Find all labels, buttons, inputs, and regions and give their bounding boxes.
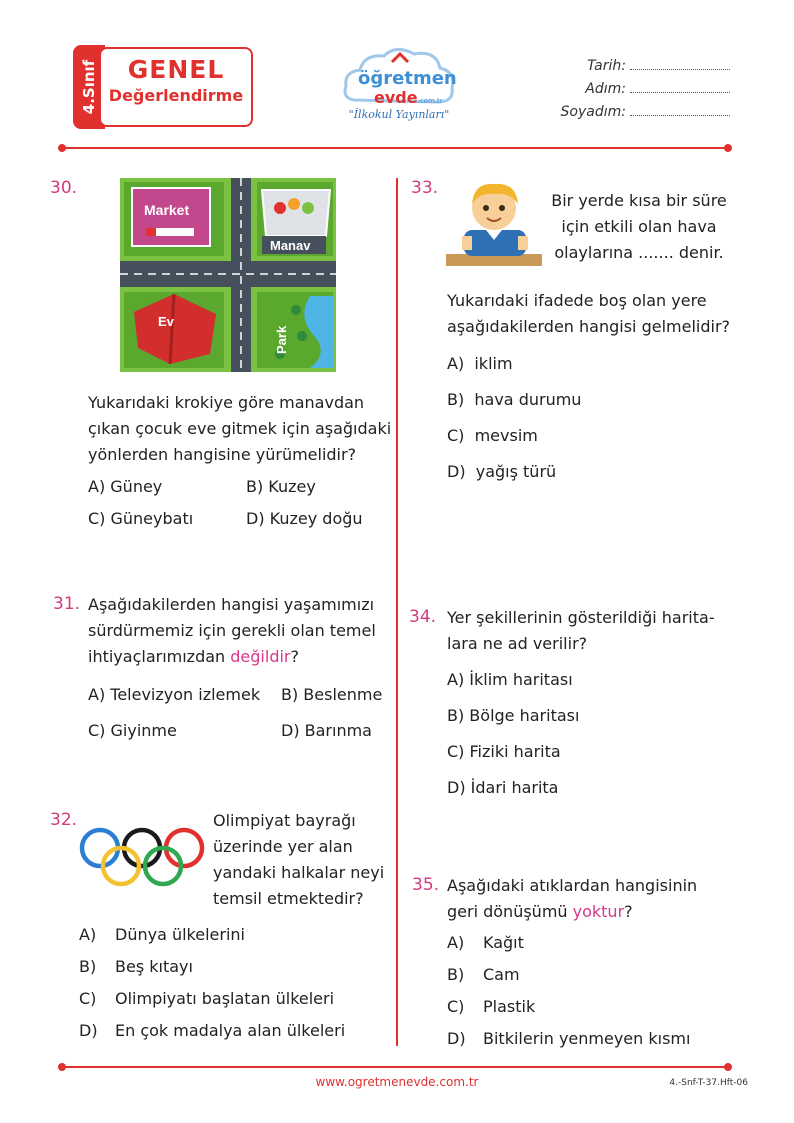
q35-line2-text: geri dönüşümü <box>447 902 573 921</box>
q30-map-illustration <box>120 178 336 372</box>
surname-field[interactable] <box>630 104 730 116</box>
name-row <box>520 81 730 104</box>
q31-option-b[interactable]: B) Beslenme <box>281 685 383 704</box>
q35-line <box>447 899 697 925</box>
q33-bubble-line: Bir yerde kısa bir süre <box>551 191 727 210</box>
q35-option-letter: D) <box>447 1029 466 1048</box>
q32-line: yandaki halkalar neyi <box>213 863 385 882</box>
q32-line: üzerinde yer alan <box>213 837 353 856</box>
page-subtitle: Değerlendirme <box>108 86 244 105</box>
q35-line2-end: ? <box>624 902 633 921</box>
name-field[interactable] <box>630 81 730 93</box>
q35-line: Aşağıdaki atıklardan hangisinin <box>447 876 698 895</box>
logo-word-ogretmen: öğretmen <box>358 68 457 89</box>
logo-word-evde <box>374 88 443 107</box>
q30-line: çıkan çocuk eve gitmek için aşağıdaki <box>88 419 392 438</box>
q33-text <box>447 288 730 340</box>
q32-option-b[interactable] <box>79 957 193 976</box>
q34-option-d[interactable]: D) İdari harita <box>447 778 559 797</box>
q32-text <box>213 808 384 912</box>
student-info <box>520 58 730 127</box>
q33-line: aşağıdakilerden hangisi gelmelidir? <box>447 317 731 336</box>
q32-option-text: Dünya ülkelerini <box>115 925 245 944</box>
q31-line: sürdürmemiz için gerekli olan temel <box>88 621 376 640</box>
footer-divider <box>62 1066 728 1068</box>
q31-option-c[interactable]: C) Giyinme <box>88 721 177 740</box>
q32-line: Olimpiyat bayrağı <box>213 811 356 830</box>
student-at-desk-illustration <box>444 178 544 270</box>
q33-number: 33. <box>411 178 439 198</box>
q32-option-d[interactable] <box>79 1021 345 1040</box>
q33-option-c[interactable]: C) mevsim <box>447 426 538 445</box>
q32-option-letter: C) <box>79 989 97 1008</box>
q32-line: temsil etmektedir? <box>213 889 364 908</box>
q30-option-d[interactable]: D) Kuzey doğu <box>246 509 363 528</box>
map-label-manav: Manav <box>270 238 311 253</box>
footer-code: 4.-Snf-T-37.Hft-06 <box>669 1078 748 1088</box>
page-title: GENEL <box>127 55 225 84</box>
logo-domain: .com.tr <box>417 97 443 105</box>
map-label-market: Market <box>144 202 190 218</box>
date-field[interactable] <box>630 58 730 70</box>
q34-text <box>447 605 715 657</box>
logo-tagline: "İlkokul Yayınları" <box>348 108 450 121</box>
q35-number: 35. <box>412 875 440 895</box>
q32-option-letter: B) <box>79 957 97 976</box>
q31-highlight: değildir <box>230 647 291 666</box>
footer-url-link[interactable]: www.ogretmenevde.com.tr <box>315 1075 479 1089</box>
q35-option-letter: B) <box>447 965 465 984</box>
q35-text <box>447 873 697 925</box>
q33-bubble <box>548 188 730 266</box>
date-label: Tarih: <box>587 58 626 74</box>
q34-line: lara ne ad verilir? <box>447 634 588 653</box>
q35-option-b[interactable] <box>447 965 520 984</box>
q31-text <box>88 592 376 670</box>
logo-evde-text: evde <box>374 88 418 107</box>
q35-highlight: yoktur <box>572 902 625 921</box>
q33-option-b[interactable]: B) hava durumu <box>447 390 582 409</box>
q31-line3-end: ? <box>290 647 299 666</box>
column-divider <box>396 178 398 1046</box>
q35-option-letter: C) <box>447 997 465 1016</box>
title-badge <box>73 45 253 129</box>
q31-option-a[interactable]: A) Televizyon izlemek <box>88 685 261 704</box>
header-divider <box>62 147 728 149</box>
q32-option-c[interactable] <box>79 989 334 1008</box>
q35-option-text: Plastik <box>483 997 536 1016</box>
q30-text <box>88 390 391 468</box>
q32-option-a[interactable] <box>79 925 245 944</box>
olympic-rings-icon <box>78 826 208 888</box>
q34-line: Yer şekillerinin gösterildiği harita- <box>447 608 715 627</box>
q35-option-letter: A) <box>447 933 465 952</box>
q34-number: 34. <box>409 607 437 627</box>
q34-option-a[interactable]: A) İklim haritası <box>447 670 573 689</box>
q34-option-c[interactable]: C) Fiziki harita <box>447 742 561 761</box>
manav-stall <box>262 190 330 236</box>
map-label-park: Park <box>274 325 289 354</box>
surname-row <box>520 104 730 127</box>
q33-bubble-line: olaylarına ....... denir. <box>554 243 724 262</box>
name-label: Adım: <box>585 81 626 97</box>
q30-line: Yukarıdaki krokiye göre manavdan <box>88 393 365 412</box>
date-row <box>520 58 730 81</box>
q35-option-d[interactable] <box>447 1029 690 1048</box>
q30-number: 30. <box>50 178 78 198</box>
map-label-ev: Ev <box>158 314 174 329</box>
q33-bubble-line: için etkili olan hava <box>561 217 717 236</box>
q31-line <box>88 644 376 670</box>
q32-number: 32. <box>50 810 78 830</box>
q33-line: Yukarıdaki ifadede boş olan yere <box>447 291 707 310</box>
q32-option-text: Olimpiyatı başlatan ülkeleri <box>115 989 335 1008</box>
q30-option-a[interactable]: A) Güney <box>88 477 163 496</box>
q30-line: yönlerden hangisine yürümelidir? <box>88 445 357 464</box>
q31-number: 31. <box>53 594 81 614</box>
q35-option-c[interactable] <box>447 997 535 1016</box>
q35-option-text: Cam <box>483 965 520 984</box>
q30-option-b[interactable]: B) Kuzey <box>246 477 316 496</box>
q31-line3-text: ihtiyaçlarımızdan <box>88 647 231 666</box>
q31-line: Aşağıdakilerden hangisi yaşamımızı <box>88 595 375 614</box>
q35-option-text: Kağıt <box>483 933 524 952</box>
q32-option-letter: A) <box>79 925 97 944</box>
title-card <box>99 47 253 127</box>
publisher-logo <box>340 42 458 132</box>
grade-label: 4.Sınıf <box>80 59 98 115</box>
q33-option-a[interactable]: A) iklim <box>447 354 513 373</box>
q30-option-c[interactable]: C) Güneybatı <box>88 509 194 528</box>
q33-option-d[interactable]: D) yağış türü <box>447 462 557 481</box>
q32-option-letter: D) <box>79 1021 98 1040</box>
q35-option-text: Bitkilerin yenmeyen kısmı <box>483 1029 691 1048</box>
q35-option-a[interactable] <box>447 933 524 952</box>
q32-option-text: En çok madalya alan ülkeleri <box>115 1021 346 1040</box>
q32-option-text: Beş kıtayı <box>115 957 193 976</box>
surname-label: Soyadım: <box>560 104 626 120</box>
q34-option-b[interactable]: B) Bölge haritası <box>447 706 580 725</box>
q31-option-d[interactable]: D) Barınma <box>281 721 372 740</box>
